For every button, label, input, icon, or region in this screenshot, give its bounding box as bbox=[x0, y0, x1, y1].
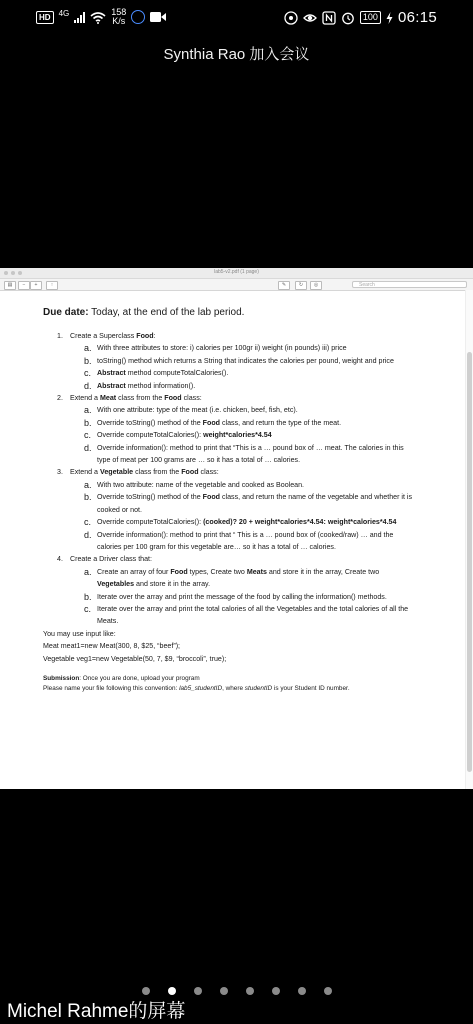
task-sections bbox=[43, 330, 415, 628]
subtask-item bbox=[43, 566, 415, 591]
charging-bolt-icon bbox=[386, 12, 393, 24]
status-bar-left bbox=[36, 8, 166, 26]
text-run: Iterate over the array and print the message of the food by calling the information() methods. bbox=[97, 592, 387, 601]
subtask-letter: b. bbox=[84, 492, 92, 503]
subtask-item bbox=[43, 342, 415, 354]
submission-label: Submission bbox=[43, 674, 80, 682]
bold-text: Vegetable bbox=[99, 468, 134, 477]
page-indicator[interactable] bbox=[0, 987, 473, 995]
subtask-letter: c. bbox=[84, 517, 92, 528]
text-run: class from the bbox=[116, 394, 165, 403]
bold-text: weight*calories*4.54 bbox=[203, 431, 272, 440]
shared-screen-pdf-viewer bbox=[0, 268, 473, 789]
task-number: 2. bbox=[57, 394, 63, 403]
subtask-letter: b. bbox=[84, 355, 92, 366]
document-name: lab5-v2.pdf (1 page) bbox=[214, 269, 259, 275]
wifi-icon bbox=[90, 11, 106, 24]
annotate-icon[interactable]: ◎ bbox=[310, 281, 322, 290]
task-item bbox=[43, 553, 415, 565]
text-run: With one attribute: type of the meat (i.e. chicken, beef, fish, etc). bbox=[97, 406, 298, 415]
text-run: Override computeTotalCalories(): bbox=[97, 518, 204, 527]
subtask-item bbox=[43, 603, 415, 628]
viewer-titlebar bbox=[0, 268, 473, 279]
bold-text: Food bbox=[136, 332, 154, 340]
bold-text: Abstract bbox=[97, 381, 126, 390]
task-number: 1. bbox=[57, 332, 63, 340]
text-run: Please name your file following this convention: bbox=[43, 684, 180, 692]
submission-line bbox=[43, 674, 415, 684]
italic-text: studentID bbox=[244, 684, 273, 692]
text-run: method computeTotalCalories(). bbox=[125, 369, 229, 378]
text-run: : bbox=[153, 332, 156, 340]
task-number: 4. bbox=[57, 555, 63, 564]
text-run: With three attributes to store: i) calories per 100gr ii) weight (in pounds) iii) price bbox=[97, 344, 347, 353]
text-run: class, and return the name of the vegetable and whether it is cooked or not. bbox=[97, 493, 413, 514]
task-item bbox=[43, 330, 415, 342]
zoom-in-icon[interactable]: + bbox=[30, 281, 42, 290]
bold-text: Food bbox=[202, 418, 221, 427]
subtask-item bbox=[43, 367, 415, 379]
text-run: toString() method which returns a String that indicates the calories per pound, weight and price bbox=[97, 356, 394, 365]
page-dot[interactable] bbox=[324, 987, 332, 995]
network-speed bbox=[111, 8, 126, 26]
due-date-label: Due date: bbox=[43, 307, 89, 318]
subtask-letter: d. bbox=[84, 529, 92, 540]
text-run: Create a Driver class that: bbox=[70, 555, 153, 564]
bold-text: Food bbox=[181, 468, 199, 477]
markup-pen-icon[interactable]: ✎ bbox=[278, 281, 290, 290]
text-run: Iterate over the array and print the total calories of all the Vegetables and the total calories of all the Meats. bbox=[97, 604, 409, 626]
page-dot[interactable] bbox=[142, 987, 150, 995]
share-icon[interactable]: ↑ bbox=[46, 281, 58, 290]
n-mark-icon bbox=[322, 11, 336, 25]
subtask-letter: a. bbox=[84, 343, 92, 354]
screen-owner-label: Michel Rahme的屏幕 bbox=[7, 1001, 186, 1022]
submission-text: : Once you are done, upload your program bbox=[79, 674, 200, 682]
subtask-letter: c. bbox=[84, 430, 92, 441]
text-run: Override toString() method of the bbox=[97, 418, 203, 427]
network-speed-unit: K/s bbox=[112, 16, 126, 26]
text-run: types, Create two bbox=[187, 567, 247, 576]
subtask-item bbox=[43, 491, 415, 516]
input-example-line: You may use input like: bbox=[43, 629, 116, 638]
bold-text: Food bbox=[164, 394, 182, 403]
bold-text: Food bbox=[170, 567, 188, 576]
due-date-text: Today, at the end of the lab period. bbox=[88, 307, 245, 318]
network-generation: 4G bbox=[58, 8, 70, 18]
text-run: class: bbox=[198, 468, 219, 477]
bold-text: Food bbox=[202, 493, 221, 502]
input-example-line: Vegetable veg1=new Vegetable(50, 7, $9, “broccoli”, true); bbox=[43, 654, 227, 663]
text-run: Override information(): method to print that “This is a … pound box of … meat. The calories in this type of meat per 100 grams are … so it has a total of … calories. bbox=[97, 443, 404, 465]
subtask-item bbox=[43, 591, 415, 603]
page-dot[interactable] bbox=[168, 987, 176, 995]
text-run: With two attribute: name of the vegetable and cooked as Boolean. bbox=[97, 480, 305, 489]
document-scrollbar[interactable] bbox=[465, 290, 473, 789]
due-date-line bbox=[43, 306, 415, 320]
text-run: Override computeTotalCalories(): bbox=[97, 431, 204, 440]
text-run: Create an array of four bbox=[97, 567, 171, 576]
video-camera-icon bbox=[150, 12, 166, 22]
subtask-item bbox=[43, 380, 415, 392]
signal-icon bbox=[74, 12, 85, 23]
page-dot[interactable] bbox=[194, 987, 202, 995]
task-item bbox=[43, 392, 415, 404]
sidebar-toggle-icon[interactable]: ▤ bbox=[4, 281, 16, 290]
task-item bbox=[43, 466, 415, 478]
subtask-letter: c. bbox=[84, 368, 92, 379]
text-run: Override toString() method of the bbox=[97, 493, 203, 502]
subtask-item bbox=[43, 429, 415, 441]
subtask-letter: d. bbox=[84, 442, 92, 453]
bold-text: (cooked)? 20 + weight*calories*4.54: weight*calories*4.54 bbox=[203, 518, 397, 527]
subtask-letter: a. bbox=[84, 405, 92, 416]
subtask-letter: d. bbox=[84, 380, 92, 391]
task-number: 3. bbox=[57, 468, 63, 477]
status-bar-right bbox=[284, 9, 437, 26]
text-run: method information(). bbox=[125, 381, 196, 390]
subtask-letter: a. bbox=[84, 479, 92, 490]
app-notification-icon bbox=[131, 10, 145, 24]
subtask-item bbox=[43, 529, 415, 554]
input-example bbox=[43, 628, 415, 665]
page-dot[interactable] bbox=[298, 987, 306, 995]
text-run: Override information(): method to print that “ This is a … pound box of (cooked/raw) … and the calories per 100 gram for this vegetable are… so it has a total of … calories. bbox=[97, 530, 394, 551]
text-run: is your Student ID number. bbox=[272, 684, 350, 692]
text-run: Extend a bbox=[70, 394, 100, 403]
meeting-title: Synthia Rao 加入会议 bbox=[163, 46, 310, 63]
status-bar bbox=[0, 0, 473, 34]
subtask-letter: c. bbox=[84, 603, 92, 614]
subtask-item bbox=[43, 442, 415, 467]
page-dot[interactable] bbox=[246, 987, 254, 995]
bold-text: Vegetables bbox=[97, 580, 135, 589]
subtask-item bbox=[43, 479, 415, 491]
search-input[interactable]: Search bbox=[352, 281, 467, 288]
text-run: and store it in the array, Create two bbox=[266, 567, 380, 576]
text-run: , where bbox=[222, 684, 245, 692]
subtask-letter: a. bbox=[84, 566, 92, 577]
text-run: and store it in the array. bbox=[134, 580, 211, 589]
subtask-item bbox=[43, 404, 415, 416]
eye-icon bbox=[303, 11, 317, 25]
viewer-toolbar bbox=[0, 279, 473, 291]
hd-badge: HD bbox=[36, 11, 54, 24]
subtask-letter: b. bbox=[84, 591, 92, 602]
page-dot[interactable] bbox=[220, 987, 228, 995]
text-run: class, and return the type of the meat. bbox=[220, 418, 342, 427]
network-speed-value: 158 bbox=[111, 7, 127, 17]
text-run: Create a Superclass bbox=[70, 332, 137, 340]
text-run: class from the bbox=[133, 468, 182, 477]
bold-text: Meat bbox=[99, 394, 117, 403]
page-dot[interactable] bbox=[272, 987, 280, 995]
input-example-line: Meat meat1=new Meat(300, 8, $25, “beef”); bbox=[43, 642, 181, 651]
text-run: Extend a bbox=[70, 468, 100, 477]
subtask-item bbox=[43, 516, 415, 528]
subtask-item bbox=[43, 355, 415, 367]
rotate-icon[interactable]: ↻ bbox=[295, 281, 307, 290]
clock: 06:15 bbox=[397, 9, 437, 26]
bold-text: Abstract bbox=[97, 369, 126, 378]
submission-block bbox=[43, 674, 415, 694]
subtask-item bbox=[43, 417, 415, 429]
bold-text: Meats bbox=[246, 567, 267, 576]
battery-level: 100 bbox=[360, 11, 381, 24]
subtask-letter: b. bbox=[84, 417, 92, 428]
text-run: class: bbox=[181, 394, 202, 403]
document-page bbox=[43, 306, 415, 694]
italic-text: lab5_studentID bbox=[179, 684, 223, 692]
document-scrollbar-thumb[interactable] bbox=[467, 352, 472, 772]
zoom-out-icon[interactable]: − bbox=[18, 281, 30, 290]
file-naming-convention bbox=[43, 684, 415, 694]
nfc-icon bbox=[284, 11, 298, 25]
alarm-icon bbox=[341, 11, 355, 25]
